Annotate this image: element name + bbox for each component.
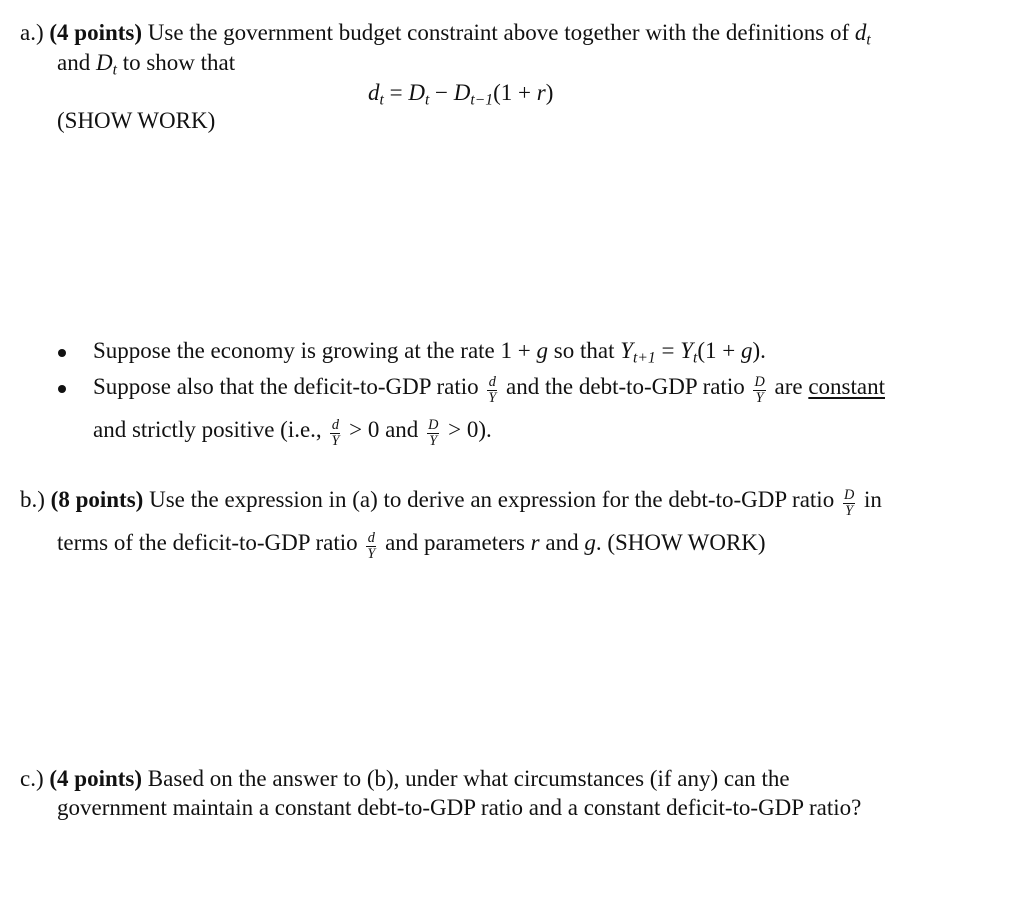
part-a-text-3: to show that [122, 50, 236, 75]
fraction-d-over-Y: $\frac{d}{Y}$ [367, 530, 376, 563]
var-r: r [530, 530, 540, 555]
fraction-d-over-Y: $\frac{d}{Y}$ [331, 417, 340, 450]
part-b-line-1: b.) (8 points) Use the expression in (a) to derive an expression for the debt-to-GDP ratio $\frac{D}{Y}$ in [20, 487, 882, 520]
part-a-text-2: and [57, 50, 91, 75]
part-c-label: c.) [20, 766, 44, 791]
part-a-show-work: (SHOW WORK) [57, 108, 216, 133]
part-a-points: (4 points) [49, 20, 143, 45]
part-a-text-1: Use the government budget constraint above together with the definitions of [147, 20, 850, 45]
fraction-D-over-Y: $\frac{D}{Y}$ [754, 374, 765, 407]
bullet-2-text: Suppose also that the deficit-to-GDP ratio $\frac{d}{Y}$ and the debt-to-GDP ratio $\frac{D}{Y}$ are constant [93, 374, 885, 407]
constant-underlined: constant [808, 374, 885, 399]
part-a-line-2 [57, 50, 236, 79]
part-a-line-1 [20, 20, 871, 49]
growth-expression: 1 + g [500, 338, 549, 363]
bullet-1-icon [58, 349, 66, 357]
part-b-label: b.) [20, 487, 45, 512]
bullet-1-text: Suppose the economy is growing at the rate 1 + g so that $Y_{t+1} = Y_t(1 + g)$. [93, 338, 766, 367]
part-c-line-2: government maintain a constant debt-to-GDP ratio and a constant deficit-to-GDP ratio? [57, 795, 862, 820]
bullet-2-text-cont: and strictly positive (i.e., $\frac{d}{Y}$ > 0 and $\frac{D}{Y}$ > 0). [93, 417, 492, 450]
growth-equation: $Y_{t+1} = Y_t(1 + g)$. [620, 338, 766, 367]
part-b-points: (8 points) [50, 487, 144, 512]
part-a-label: a.) [20, 20, 44, 45]
part-c-points: (4 points) [49, 766, 143, 791]
equation-a: $d_t = D_t - D_{t-1}(1 + r)$ [368, 80, 554, 109]
fraction-d-over-Y: $\frac{d}{Y}$ [488, 374, 497, 407]
var-d-t: $d_t$ [854, 20, 871, 49]
var-g: g [584, 530, 596, 555]
var-D-t: $D_t$ [95, 50, 117, 79]
bullet-2-icon [58, 385, 66, 393]
fraction-D-over-Y: $\frac{D}{Y}$ [428, 417, 439, 450]
part-b-line-2: terms of the deficit-to-GDP ratio $\frac{d}{Y}$ and parameters r and g. (SHOW WORK) [57, 530, 766, 563]
fraction-D-over-Y: $\frac{D}{Y}$ [843, 487, 855, 520]
part-c-line-1: c.) (4 points) Based on the answer to (b), under what circumstances (if any) can the [20, 766, 790, 791]
